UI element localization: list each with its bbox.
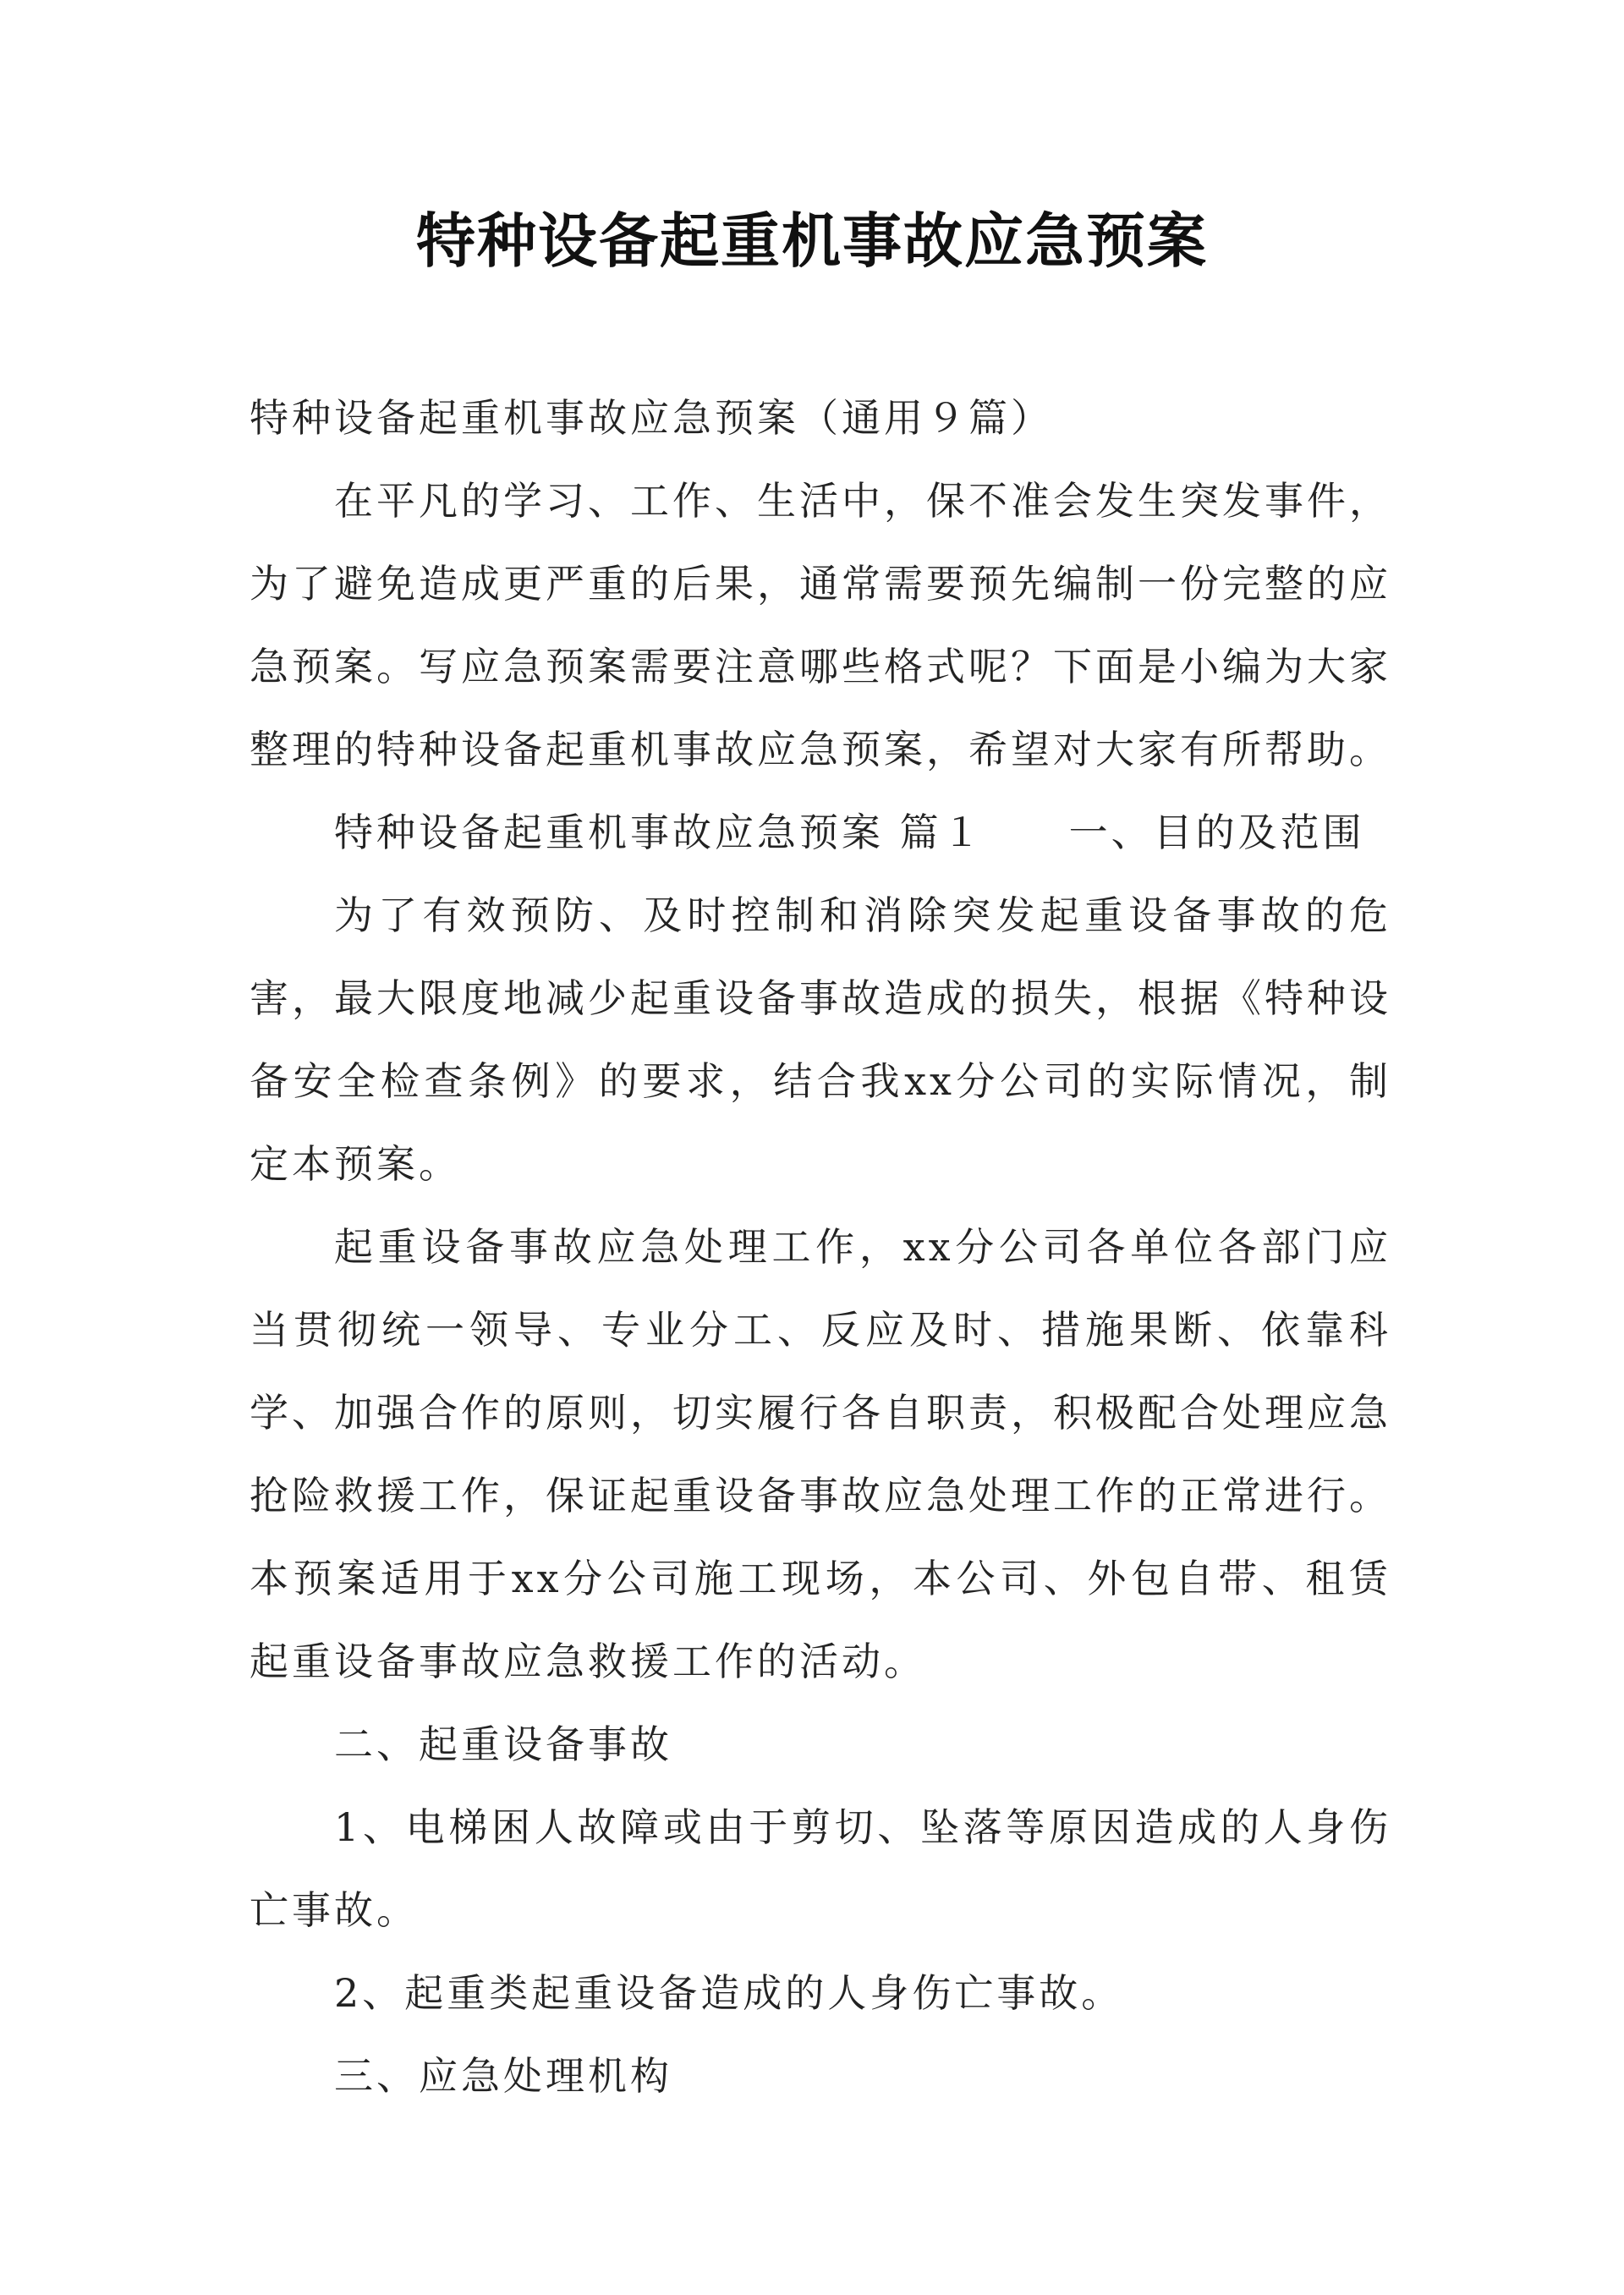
list-item-1: 1、电梯困人故障或由于剪切、坠落等原因造成的人身伤亡事故。 [250, 1804, 1391, 1933]
intro-paragraph: 在平凡的学习、工作、生活中，保不准会发生突发事件，为了避免造成更严重的后果，通常需要预先编制一份完整的应急预案。写应急预案需要注意哪些格式呢？下面是小编为大家整理的特种设备起重机事故应急预案，希望对大家有所帮助。 [250, 478, 1391, 772]
document-subtitle: 特种设备起重机事故应急预案（通用９篇） [250, 395, 1053, 441]
section-heading-line [250, 791, 1391, 874]
list-item-2: 2、起重类起重设备造成的人身伤亡事故。 [334, 1970, 1124, 2016]
document-title: 特种设备起重机事故应急预案 [416, 206, 1208, 276]
section-heading: 特种设备起重机事故应急预案 篇１ [334, 810, 985, 855]
section-item-heading: 一、目的及范围 [1068, 810, 1365, 855]
document-body [250, 376, 1391, 2117]
heading-2: 二、起重设备事故 [334, 1721, 672, 1767]
purpose-paragraph: 为了有效预防、及时控制和消除突发起重设备事故的危害，最大限度地减少起重设备事故造成的损失，根据《特种设备安全检查条例》的要求，结合我xx分公司的实际情况，制定本预案。 [250, 892, 1391, 1187]
principles-paragraph: 起重设备事故应急处理工作，xx分公司各单位各部门应当贯彻统一领导、专业分工、反应及时、措施果断、依靠科学、加强合作的原则，切实履行各自职责，积极配合处理应急抢险救援工作，保证起重设备事故应急处理工作的正常进行。本预案适用于xx分公司施工现场，本公司、外包自带、租赁起重设备事故应急救援工作的活动。 [250, 1224, 1391, 1684]
heading-3: 三、应急处理机构 [334, 2053, 672, 2099]
